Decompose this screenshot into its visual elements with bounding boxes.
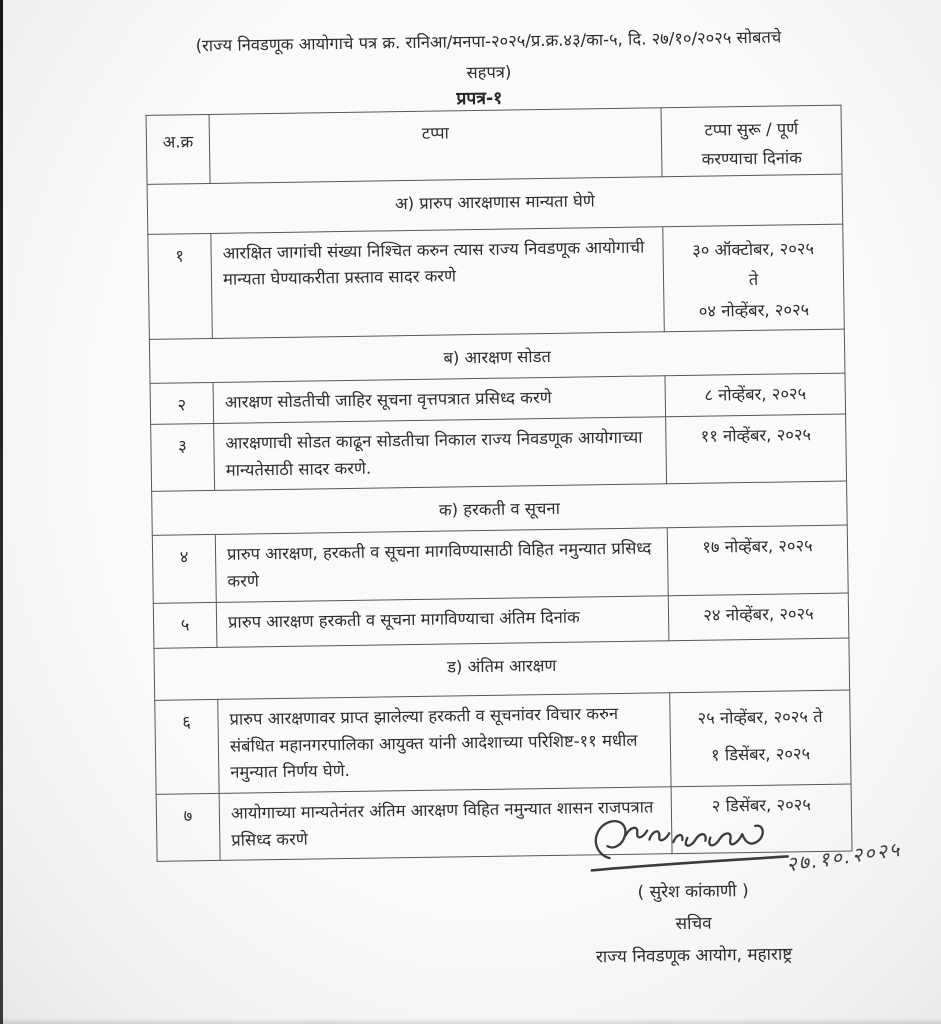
- table-row: [148, 224, 844, 340]
- header-line-2: सहपत्र): [466, 62, 512, 83]
- serial-cell: १: [148, 233, 213, 339]
- serial-cell: ६: [155, 699, 219, 794]
- section-label: ड) अंतिम आरक्षण: [154, 638, 850, 700]
- schedule-table: [146, 105, 853, 863]
- stage-cell: आयोगाच्या मान्यतेनंतर अंतिम आरक्षण विहित नमुन्यात शासन राजपत्रात प्रसिध्द करणे: [219, 787, 672, 861]
- signature-mark: [497, 806, 903, 884]
- date-cell: २ डिसेंबर, २०२५: [671, 784, 852, 854]
- section-label: क) हरकती व सूचना: [152, 482, 848, 536]
- column-header-stage: टप्पा: [209, 108, 662, 183]
- date-cell: १७ नोव्हेंबर, २०२५: [667, 526, 848, 596]
- stage-cell: प्रारुप आरक्षणावर प्राप्त झालेल्या हरकती व सूचनांवर विचार करुन संबंधित महानगरपालिका आयुक्त यांनी आदेशाच्या परिशिष्ट-११ मधील नमुन्यात निर्णय घेणे.: [218, 693, 671, 794]
- serial-cell: ७: [156, 793, 220, 861]
- table-row: [151, 414, 847, 492]
- section-label: अ) प्रारुप आरक्षणास मान्यता घेणे: [147, 174, 843, 234]
- serial-cell: ५: [153, 602, 217, 648]
- table-header-row: [146, 105, 842, 184]
- stage-cell: आरक्षणाची सोडत काढून सोडतीचा निकाल राज्य निवडणूक आयोगाच्या मान्यतेसाठी सादर करणे.: [214, 417, 667, 491]
- stage-cell: आरक्षण सोडतीची जाहिर सूचना वृत्तपत्रात प्रसिध्द करणे: [213, 376, 666, 423]
- column-header-date: टप्पा सुरू / पूर्ण करण्याचा दिनांक: [661, 105, 842, 176]
- date-cell: ११ नोव्हेंबर, २०२५: [666, 414, 847, 484]
- stage-cell: प्रारुप आरक्षण, हरकती व सूचना मागविण्यासाठी विहित नमुन्यात प्रसिध्द करणे: [215, 528, 668, 602]
- date-cell: २५ नोव्हेंबर, २०२५ ते १ डिसेंबर, २०२५: [670, 690, 851, 787]
- section-label: ब) आरक्षण सोडत: [149, 329, 845, 383]
- serial-cell: २: [150, 383, 214, 425]
- date-cell: २४ नोव्हेंबर, २०२५: [668, 593, 849, 641]
- form-title: प्रपत्र-१: [456, 88, 503, 110]
- signature-block: [497, 806, 903, 969]
- handwritten-date: २७.१०.२०२५: [784, 836, 903, 877]
- table-row: [152, 526, 848, 604]
- signatory-name: ( सुरेश कांकाणी ): [637, 881, 749, 903]
- serial-cell: ३: [151, 423, 215, 491]
- stage-cell: प्रारुप आरक्षण हरकती व सूचना मागविण्याचा अंतिम दिनांक: [216, 596, 669, 648]
- signatory-designation: सचिव: [675, 913, 712, 935]
- date-cell: ८ नोव्हेंबर, २०२५: [665, 373, 846, 416]
- serial-cell: ४: [152, 535, 216, 603]
- signature-scribble-icon: [585, 809, 796, 880]
- stage-cell: आरक्षित जागांची संख्या निश्चित करुन त्यास राज्य निवडणूक आयोगाची मान्यता घेण्याकरीता प्रस्ताव सादर करणे: [211, 227, 665, 339]
- table-row: [155, 690, 851, 794]
- header-line-1: (राज्य निवडणूक आयोगाचे पत्र क्र. रानिआ/मनपा-२०२५/प्र.क्र.४३/का-५, दि. २७/१०/२०२५ सोबतचे: [195, 27, 782, 56]
- signatory-organization: राज्य निवडणूक आयोग, महाराष्ट्र: [595, 944, 793, 968]
- date-cell: ३० ऑक्टोबर, २०२५ ते ०४ नोव्हेंबर, २०२५: [663, 224, 845, 332]
- column-header-sr-no: अ.क्र: [146, 114, 210, 184]
